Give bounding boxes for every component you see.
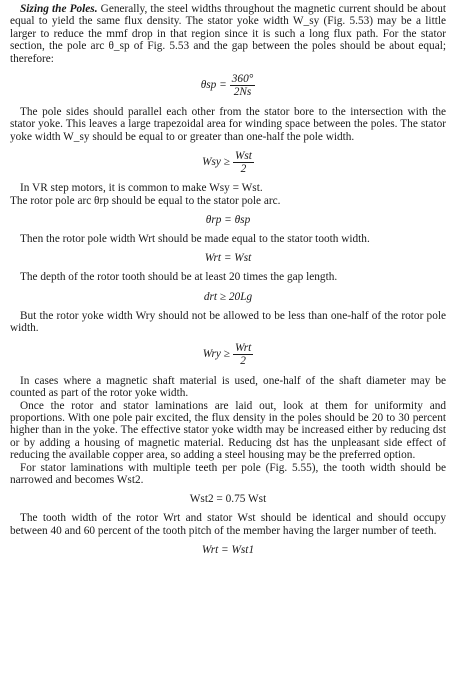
equation-lhs: Wsy ≥ (202, 156, 230, 169)
equation-tooth-width: Wrt = Wst1 (201, 544, 255, 557)
paragraph-text: Generally, the steel widths throughout the magnetic current should be about equal to yield the same flux density. The stator yoke width W_sy (Fig. 5.53) may be a little larger to reduce the mmf drop in that region since it is such a long flux path. For the stator section, the pole arc θ_sp of Fig. 5.53 and the gap between the poles should be about equal; therefore: (10, 3, 446, 65)
equation-stator-yoke-width (10, 150, 446, 175)
paragraph-sizing-poles (10, 3, 446, 65)
paragraph-magnetic-shaft: In cases where a magnetic shaft material is used, one-half of the shaft diameter may be counted as part of the rotor yoke width. (10, 374, 446, 400)
fraction-numerator: Wst (234, 150, 252, 163)
equation-rotor-yoke-width (10, 342, 446, 367)
fraction (230, 73, 255, 98)
paragraph-rotor-yoke-width: But the rotor yoke width Wry should not be allowed to be less than one-half of the rotor pole width. (10, 309, 446, 335)
equation-rotor-tooth-depth: drt ≥ 20Lg (203, 290, 253, 303)
fraction-denominator: 2 (240, 163, 247, 176)
paragraph-laminations: Once the rotor and stator laminations are laid out, look at them for uniformity and proportions. With one pole pair excited, the flux density in the poles should be 20 to 30 percent higher than in the yoke. The effective stator yoke width may be increased either by reducing dst or by adding a housing of magnetic material. Reducing dst has the unpleasant side effect of reducing the available copper area, so adding a steel housing may be the preferred option. (10, 399, 446, 462)
paragraph-multiple-teeth: For stator laminations with multiple teeth per pole (Fig. 5.55), the tooth width should be narrowed and becomes Wst2. (10, 461, 446, 486)
fraction (233, 342, 253, 367)
equation-rotor-pole-width: Wrt = Wst (204, 252, 252, 265)
equation-lhs: Wry ≥ (202, 347, 230, 360)
equation-stator-pole-arc (10, 73, 446, 98)
fraction (233, 150, 254, 175)
fraction-denominator: 2Ns (233, 86, 252, 99)
section-heading: Sizing the Poles. (20, 3, 98, 15)
fraction-numerator: 360° (231, 73, 254, 86)
fraction-numerator: Wrt (234, 341, 252, 354)
equation-narrowed-tooth: Wst2 = 0.75 Wst (189, 493, 267, 506)
paragraph-pole-sides: The pole sides should parallel each other from the stator bore to the intersection with the stator yoke. This leaves a large trapezoidal area for winding space between the poles. The stator yoke width W_sy should be equal to or greater than one-half the pole width. (10, 106, 446, 143)
equation-rotor-pole-arc: θrp = θsp (205, 214, 251, 227)
paragraph-rotor-tooth-depth: The depth of the rotor tooth should be at least 20 times the gap length. (20, 271, 338, 284)
paragraph-vr-step-motors: In VR step motors, it is common to make Wsy = Wst. (20, 182, 263, 195)
paragraph-tooth-width: The tooth width of the rotor Wrt and stator Wst should be identical and should occupy between 40 and 60 percent of the tooth pitch of the member having the larger number of teeth. (10, 512, 446, 537)
paragraph-rotor-pole-arc: The rotor pole arc θrp should be equal to the stator pole arc. (10, 194, 281, 207)
fraction-denominator: 2 (240, 354, 246, 367)
paragraph-rotor-pole-width: Then the rotor pole width Wrt should be made equal to the stator tooth width. (20, 233, 370, 246)
equation-lhs: θsp = (200, 79, 227, 92)
